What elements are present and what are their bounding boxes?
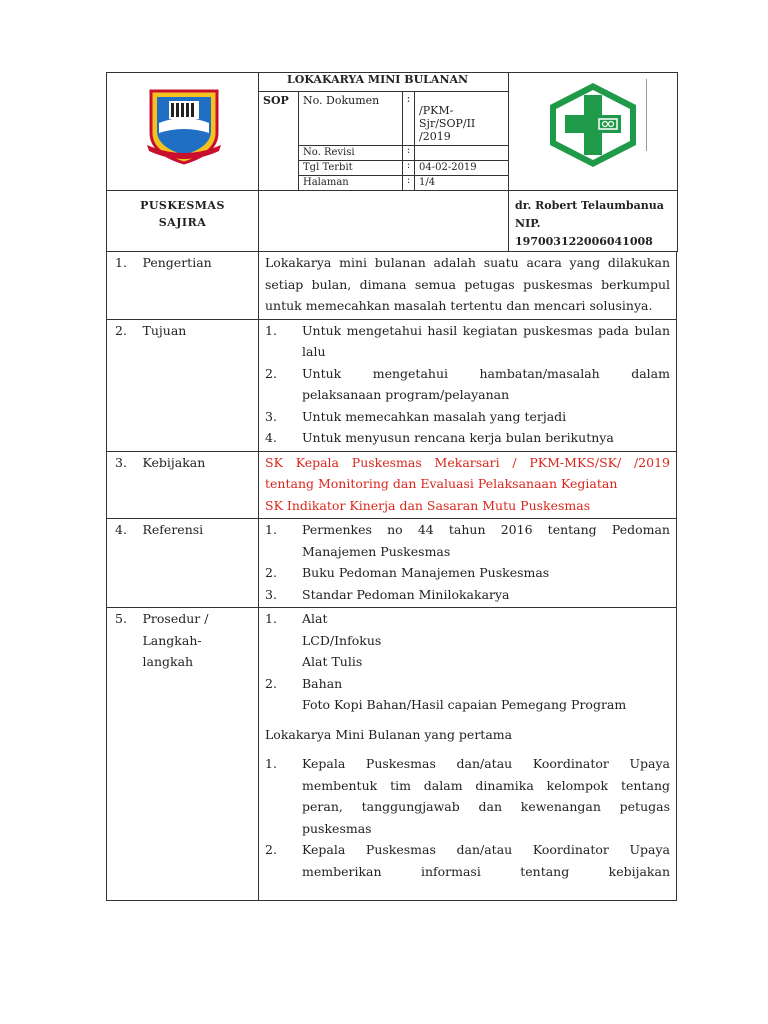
signer-nip: NIP. 197003122006041008 [515,217,653,248]
halaman-label: Halaman [299,176,403,191]
section-label: Kebijakan [143,451,259,519]
puskesmas-logo [509,73,678,191]
kebijakan-line1: SK Kepala Puskesmas Mekarsari / PKM-MKS/SK/ /2019 tentang Monitoring dan Evaluasi Pelaksanaan Kegiatan [265,454,670,491]
pengertian-text: Lokakarya mini bulanan adalah suatu acara yang dilakukan setiap bulan, dimana semua petugas puskesmas berkumpul untuk memecahkan masalah tertentu dan mencari solusinya. [259,252,677,320]
prosedur-subtitle: Lokakarya Mini Bulanan yang pertama [265,726,513,742]
sop-document [106,72,677,901]
list-item: 4. Untuk menyusun rencana kerja bulan berikutnya [265,430,614,445]
signature-block [509,191,678,252]
section-label: Prosedur / Langkah- langkah [143,608,259,901]
tgl-terbit-label: Tgl Terbit [299,161,403,176]
content-table [106,251,677,901]
alat-item: LCD/Infokus [302,632,382,648]
colon: : [403,146,415,161]
list-item: 1. Permenkes no 44 tahun 2016 tentang Pedoman Manajemen Puskesmas [265,522,670,559]
bahan-heading: 2. Bahan [265,675,343,691]
list-item: 2. Kepala Puskesmas dan/atau Koordinator Upaya memberikan informasi tentang kebijakan [265,842,670,879]
empty-cell [259,191,509,252]
list-item: 2. Buku Pedoman Manajemen Puskesmas [265,565,550,580]
colon: : [403,92,415,146]
tgl-terbit-value: 04-02-2019 [415,161,509,176]
kebijakan-text [259,451,677,519]
document-title: LOKAKARYA MINI BULANAN [259,73,509,92]
puskesmas-line2: SAJIRA [158,216,207,229]
sop-label: SOP [259,92,299,191]
section-label: Pengertian [143,252,259,320]
section-number: 5. [107,608,143,901]
section-number: 2. [107,319,143,451]
section-label: Referensi [143,519,259,608]
alat-heading: 1. Alat [265,611,328,626]
section-number: 1. [107,252,143,320]
section-prosedur [107,608,677,901]
no-dokumen-label: No. Dokumen [299,92,403,146]
section-referensi [107,519,677,608]
list-item: 3. Standar Pedoman Minilokakarya [265,586,510,602]
colon: : [403,176,415,191]
section-number: 4. [107,519,143,608]
section-kebijakan [107,451,677,519]
no-revisi-value [415,146,509,161]
signer-name: dr. Robert Telaumbanua [515,199,664,212]
regency-emblem-icon [107,73,259,173]
halaman-value: 1/4 [415,176,509,191]
list-item: 1. Untuk mengetahui hasil kegiatan puskesmas pada bulan lalu [265,322,670,359]
colon: : [403,161,415,176]
list-item: 2. Untuk mengetahui hambatan/masalah dalam pelaksanaan program/pelayanan [265,365,670,402]
kabupaten-logo [107,73,259,191]
referensi-list [259,519,677,608]
alat-item: Alat Tulis [302,654,363,669]
puskesmas-line1: PUSKESMAS [140,199,225,212]
list-item: 1. Kepala Puskesmas dan/atau Koordinator Upaya membentuk tim dalam dinamika kelompok tentang peran, tanggungjawab dan kewenangan petugas puskesmas [265,756,670,836]
section-pengertian [107,252,677,320]
no-revisi-label: No. Revisi [299,146,403,161]
kebijakan-line2: SK Indikator Kinerja dan Sasaran Mutu Puskesmas [265,497,591,513]
prosedur-content [259,608,677,901]
list-item: 3. Untuk memecahkan masalah yang terjadi [265,408,567,424]
tujuan-list [259,319,677,451]
header-table [106,72,678,252]
bahan-item: Foto Kopi Bahan/Hasil capaian Pemegang Program [302,697,627,712]
section-label: Tujuan [143,319,259,451]
section-number: 3. [107,451,143,519]
no-dokumen-value: /PKM- Sjr/SOP/II /2019 [415,92,509,146]
puskesmas-name [107,191,259,252]
section-tujuan [107,319,677,451]
puskesmas-cross-icon [509,73,678,173]
